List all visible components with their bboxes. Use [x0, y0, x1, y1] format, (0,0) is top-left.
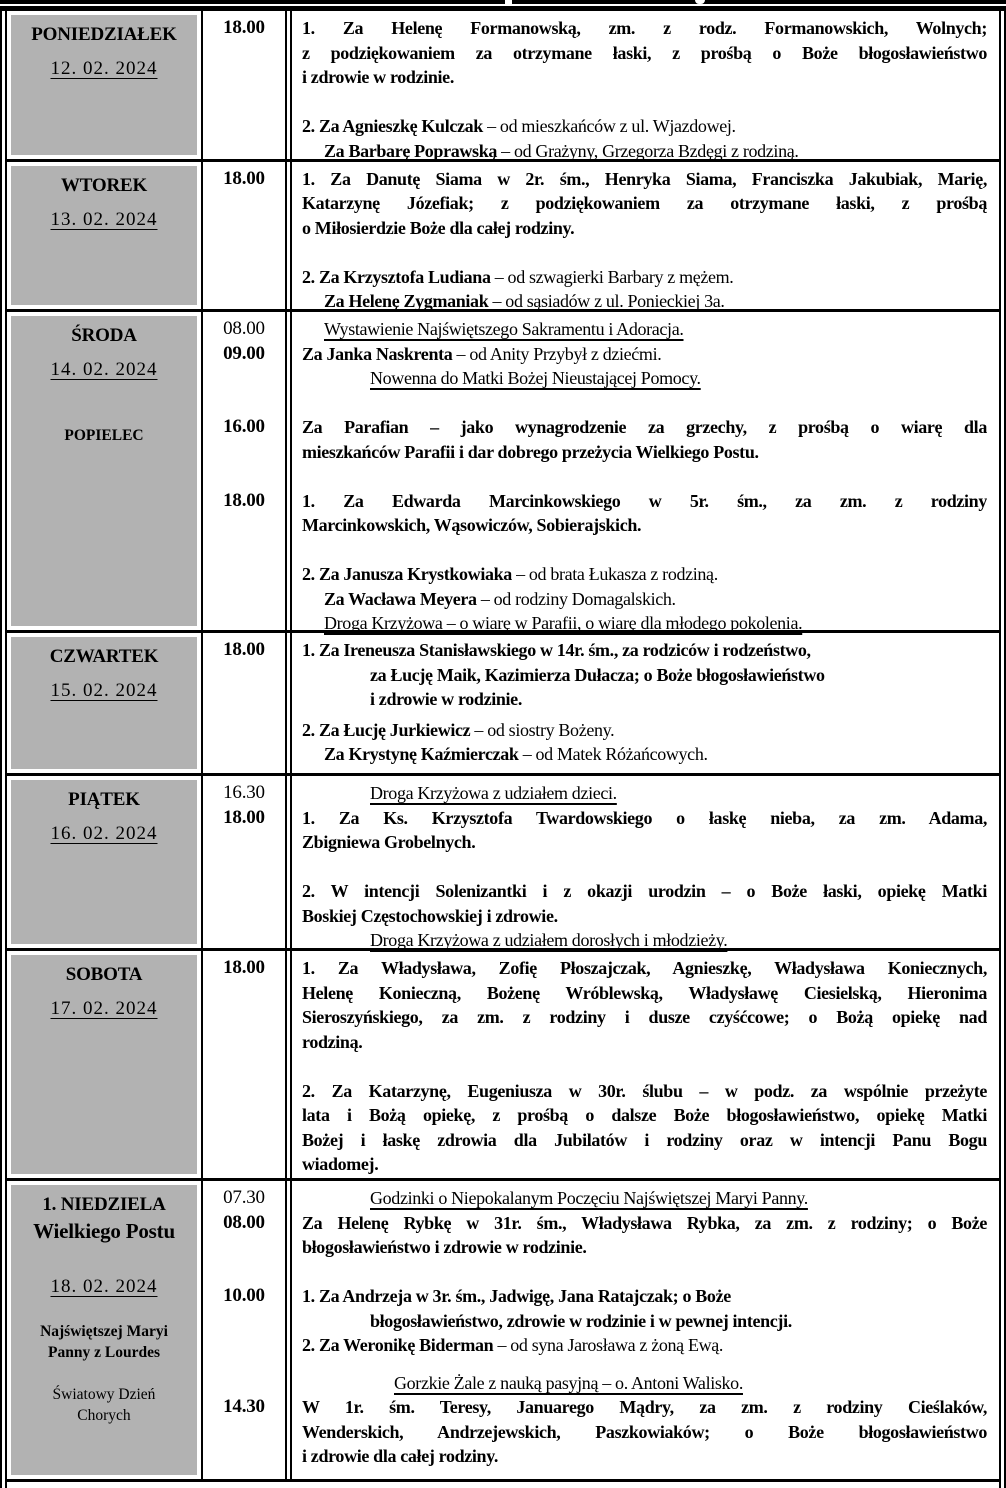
- day-title: PIĄTEK: [68, 789, 140, 811]
- intention-text: – od mieszkańców z ul. Wjazdowej.: [482, 116, 736, 136]
- intention-line: [302, 1284, 987, 1309]
- devotion-line: Droga Krzyżowa z udziałem dorosłych i młodzieży.: [370, 930, 728, 951]
- intention-line: [302, 587, 987, 612]
- time-cell: 18.00: [201, 464, 285, 636]
- schedule-row: [7, 1178, 999, 1479]
- intention-text: – od siostry Bożeny.: [470, 719, 615, 740]
- intention-text: Marcinkowskich, Wąsowiczów, Sobierajskich.: [302, 515, 642, 536]
- intention-text: 1. Za Ks. Krzysztofa Twardowskiego o łaskę nieba, za zm. Adama,: [302, 807, 987, 828]
- intention-line: [302, 65, 987, 90]
- day-spacer: [11, 1300, 197, 1321]
- intention-line: [302, 1030, 987, 1055]
- intention-line: [302, 265, 987, 290]
- row-segments: [201, 1181, 999, 1479]
- devotion-line: Droga Krzyżowa z udziałem dzieci.: [370, 783, 617, 804]
- day-feast-note: Najświętszej Maryi: [40, 1323, 168, 1341]
- day-title: Wielkiego Postu: [33, 1219, 175, 1244]
- intention-text: 2. W intencji Solenizantki i z okazji urodzin – o Boże łaski, opiekę Matki: [302, 881, 987, 902]
- schedule-row: [7, 773, 999, 951]
- intention-line: [302, 1444, 987, 1469]
- intention-text: – od Grażyny, Grzegorza Bzdęgi z rodziną.: [497, 140, 799, 161]
- intention-name: 2. Za Weronikę Biderman: [302, 1335, 494, 1356]
- intention-line: [302, 1395, 987, 1420]
- intention-text: i zdrowie dla całej rodziny.: [302, 1446, 499, 1467]
- intention-text: – od syna Jarosława z żoną Ewą.: [493, 1335, 724, 1356]
- row-segments: [201, 951, 999, 1178]
- intention-text: z podziękowaniem za otrzymane łaski, z prośbą o Boże błogosławieństwo: [302, 42, 987, 63]
- intention-line: [302, 513, 987, 538]
- service-segment: [201, 1358, 999, 1396]
- day-title: 1. NIEDZIELA: [42, 1194, 166, 1216]
- intentions-cell: [285, 776, 999, 806]
- spacer: [302, 1054, 987, 1079]
- row-segments: [201, 312, 999, 634]
- schedule-row: [7, 630, 999, 773]
- intention-text: – od Matek Różańcowych.: [518, 744, 708, 765]
- day-column: [7, 951, 201, 1178]
- top-border-band: [0, 0, 1006, 11]
- intention-line: [302, 1152, 987, 1177]
- intention-line: [302, 879, 987, 904]
- schedule-row: [7, 309, 999, 634]
- day-spacer: [11, 404, 197, 425]
- schedule-row: [7, 948, 999, 1178]
- intention-text: 2. Za Katarzynę, Eugeniusza w 30r. ślubu – w podz. za wspólnie przeżyte: [302, 1080, 987, 1101]
- time-cell: 18.00: [201, 11, 285, 163]
- intention-text: 1. Za Helenę Formanowską, zm. z rodz. Formanowskich, Wolnych;: [302, 18, 987, 38]
- time-cell: 16.00: [201, 391, 285, 465]
- day-spacer: [11, 1363, 197, 1384]
- intention-line: [302, 1211, 987, 1236]
- service-segment: [201, 1211, 999, 1260]
- intention-line: [302, 687, 987, 712]
- service-segment: [201, 312, 999, 342]
- intention-text: W 1r. śm. Teresy, Januarego Mądry, za zm. z rodziny Cieślaków,: [302, 1397, 987, 1418]
- intention-text: Za Parafian – jako wynagrodzenie za grzechy, z prośbą o wiarę dla: [302, 417, 987, 438]
- intention-line: [302, 981, 987, 1006]
- day-date: 15. 02. 2024: [50, 680, 158, 702]
- intention-name: Za Helenę Zygmaniak: [324, 291, 489, 312]
- devotion-line: Wystawienie Najświętszego Sakramentu i Adoracja.: [324, 319, 684, 340]
- intention-line: [302, 1103, 987, 1128]
- spacer: [302, 391, 987, 416]
- intention-text: Helenę Konieczną, Bożenę Wróblewską, Władysławę Ciesielską, Hieronima: [302, 982, 987, 1003]
- day-title: SOBOTA: [65, 964, 143, 986]
- day-column: [7, 633, 201, 773]
- intention-line: [302, 1333, 987, 1358]
- time-cell: 09.00: [201, 342, 285, 391]
- intention-text: Katarzynę Józefiak; z podziękowaniem za otrzymane łaski, z prośbą: [302, 193, 987, 214]
- intentions-cell: [285, 1395, 999, 1479]
- day-cell: [11, 166, 197, 306]
- devotion-line: Droga Krzyżowa – o wiarę w Parafii, o wiarę dla młodego pokolenia.: [324, 613, 803, 634]
- time-cell: [201, 1358, 285, 1396]
- spacer: [302, 538, 987, 563]
- intentions-cell: [285, 464, 999, 636]
- day-title: ŚRODA: [71, 325, 137, 347]
- time-cell: 16.30: [201, 776, 285, 806]
- intention-text: błogosławieństwo i zdrowie w rodzinie.: [302, 1237, 587, 1258]
- intention-line: [302, 904, 987, 929]
- intention-line: [302, 1420, 987, 1445]
- intention-text: błogosławieństwo, zdrowie w rodzinie i w pewnej intencji.: [370, 1310, 792, 1331]
- spacer: [302, 90, 987, 115]
- intention-text: mieszkańców Parafii i dar dobrego przeżycia Wielkiego Postu.: [302, 441, 759, 462]
- day-date: 16. 02. 2024: [50, 823, 158, 845]
- intention-line: [302, 562, 987, 587]
- intention-name: Za Barbarę Poprawską: [324, 140, 498, 161]
- top-band-column-gap: [505, 0, 512, 5]
- intention-name: Za Krystynę Kaźmierczak: [324, 744, 519, 765]
- day-date: 14. 02. 2024: [50, 359, 158, 381]
- intention-line: [302, 663, 987, 688]
- service-segment: [201, 464, 999, 636]
- schedule-row: [7, 11, 999, 159]
- bottom-border: [7, 1479, 999, 1488]
- intention-text: 1. Za Edwarda Marcinkowskiego w 5r. śm., za zm. z rodziny: [302, 490, 987, 511]
- time-cell: 18.00: [201, 806, 285, 953]
- intention-line: [302, 1128, 987, 1153]
- intention-line: [302, 342, 987, 367]
- intentions-cell: [285, 633, 999, 773]
- day-observance-note: Światowy Dzień: [52, 1386, 156, 1404]
- row-segments: [201, 776, 999, 951]
- day-column: [7, 312, 201, 630]
- intention-text: – od sąsiadów z ul. Ponieckiej 3a.: [488, 291, 725, 312]
- service-segment: [201, 1395, 999, 1479]
- day-feast-note: POPIELEC: [64, 427, 144, 445]
- intention-line: [302, 806, 987, 831]
- intention-line: [302, 956, 987, 981]
- time-cell: 07.30: [201, 1181, 285, 1211]
- time-cell: 08.00: [201, 312, 285, 342]
- day-title: WTOREK: [60, 174, 148, 196]
- day-title: PONIEDZIAŁEK: [31, 24, 177, 45]
- intention-name: Za Wacława Meyera: [324, 588, 477, 609]
- intention-text: – od Anity Przybył z dziećmi.: [452, 343, 662, 364]
- service-segment: [201, 806, 999, 953]
- intentions-cell: [285, 1260, 999, 1358]
- intention-line: [302, 1309, 987, 1334]
- intention-text: wiadomej.: [302, 1154, 379, 1175]
- intention-text: i zdrowie w rodzinie.: [370, 689, 522, 710]
- intentions-cell: [285, 1211, 999, 1260]
- day-column: [7, 776, 201, 948]
- intention-name: 2. Za Janusza Krystkowiaka: [302, 564, 512, 585]
- intention-line: [302, 830, 987, 855]
- intention-name: 2. Za Łucję Jurkiewicz: [302, 719, 471, 740]
- intentions-cell: [285, 806, 999, 953]
- intentions-cell: [285, 11, 999, 163]
- spacer: [302, 1358, 987, 1371]
- intention-text: Sieroszyńskiego, za zm. z rodziny i dusze czyśćcowe; o Bożą opiekę nad: [302, 1007, 987, 1028]
- intention-line: [302, 415, 987, 440]
- intention-name: 2. Za Krzysztofa Ludiana: [302, 266, 491, 287]
- intentions-cell: [285, 162, 999, 314]
- day-cell: [11, 1185, 197, 1475]
- devotion-line: Nowenna do Matki Bożej Nieustającej Pomocy.: [370, 368, 701, 389]
- day-cell: [11, 637, 197, 769]
- spacer: [302, 464, 987, 489]
- time-cell: 18.00: [201, 951, 285, 1178]
- intention-text: Zbigniewa Grobelnych.: [302, 832, 476, 853]
- service-segment: [201, 776, 999, 806]
- intention-line: [302, 742, 987, 767]
- intention-text: za Łucję Maik, Kazimierza Dułacza; o Boże błogosławieństwo: [370, 664, 825, 685]
- intention-line: [302, 440, 987, 465]
- row-segments: [201, 162, 999, 310]
- schedule-row: [7, 159, 999, 310]
- intention-text: i zdrowie w rodzinie.: [302, 67, 454, 87]
- time-cell: 18.00: [201, 162, 285, 314]
- intention-line: [302, 41, 987, 66]
- day-date: 12. 02. 2024: [50, 58, 158, 79]
- intentions-cell: [285, 391, 999, 465]
- intention-text: lata i Bożą opiekę, z prośbą o dalsze Boże błogosławieństwo, opiekę Matki: [302, 1105, 987, 1126]
- row-segments: [201, 11, 999, 159]
- intention-text: Za Helenę Rybkę w 31r. śm., Władysława Rybka, za zm. z rodziny; o Boże: [302, 1212, 987, 1233]
- day-cell: [11, 780, 197, 944]
- day-date: 13. 02. 2024: [50, 208, 158, 230]
- mass-intentions-table: [0, 11, 1006, 1488]
- spacer: [302, 240, 987, 265]
- time-cell: 08.00: [201, 1211, 285, 1260]
- intention-line: [302, 167, 987, 192]
- intention-text: o Miłosierdzie Boże dla całej rodziny.: [302, 217, 575, 238]
- day-spacer: [11, 1245, 197, 1266]
- intention-text: 1. Za Danutę Siama w 2r. śm., Henryka Siama, Franciszka Jakubiak, Marię,: [302, 168, 987, 189]
- devotion-line: Gorzkie Żale z nauką pasyjną – o. Antoni Walisko.: [394, 1372, 743, 1393]
- day-cell: [11, 15, 197, 155]
- service-segment: [201, 391, 999, 465]
- day-date: 17. 02. 2024: [50, 998, 158, 1020]
- intention-text: 1. Za Władysława, Zofię Płoszajczak, Agnieszkę, Władysława Koniecznych,: [302, 958, 987, 979]
- day-spacer: [11, 383, 197, 404]
- intentions-cell: [285, 342, 999, 391]
- spacer: [302, 855, 987, 880]
- day-feast-note: Panny z Lourdes: [48, 1344, 160, 1362]
- intention-text: rodziną.: [302, 1031, 363, 1052]
- intention-line: [302, 718, 987, 743]
- day-title: CZWARTEK: [49, 646, 159, 668]
- day-column: [7, 11, 201, 159]
- intentions-cell: [285, 951, 999, 1178]
- intention-line: [302, 1005, 987, 1030]
- intentions-cell: [285, 1181, 999, 1211]
- intention-line: [302, 489, 987, 514]
- service-segment: [201, 11, 999, 163]
- intention-line: [302, 1079, 987, 1104]
- intention-line: [302, 16, 987, 41]
- intention-text: Boskiej Częstochowskiej i zdrowie.: [302, 905, 558, 926]
- intention-line: [302, 191, 987, 216]
- day-date: 18. 02. 2024: [50, 1276, 158, 1298]
- intention-line: [302, 216, 987, 241]
- intention-text: – od brata Łukasza z rodziną.: [511, 564, 718, 585]
- intention-text: – od szwagierki Barbary z mężem.: [490, 266, 734, 287]
- service-segment: [201, 1260, 999, 1358]
- intention-line: [302, 1235, 987, 1260]
- spacer: [302, 1260, 987, 1285]
- intentions-cell: [285, 1358, 999, 1396]
- intention-line: [302, 114, 987, 139]
- day-cell: [11, 316, 197, 626]
- intention-name: Za Janka Naskrenta: [302, 343, 453, 364]
- day-column: [7, 1181, 201, 1479]
- intention-text: 1. Za Andrzeja w 3r. śm., Jadwigę, Jana Ratajczak; o Boże: [302, 1286, 731, 1307]
- intention-text: 1. Za Ireneusza Stanisławskiego w 14r. śm., za rodziców i rodzeństwo,: [302, 640, 811, 661]
- day-column: [7, 162, 201, 310]
- intentions-cell: [285, 312, 999, 342]
- intention-name: 2. Za Agnieszkę Kulczak: [302, 116, 483, 136]
- service-segment: [201, 951, 999, 1178]
- devotion-line: Godzinki o Niepokalanym Poczęciu Najświętszej Maryi Panny.: [370, 1188, 808, 1209]
- service-segment: [201, 633, 999, 773]
- intention-text: Bożej i łaskę zdrowia dla Jubilatów i rodziny oraz w intencji Panu Bogu: [302, 1129, 987, 1150]
- row-segments: [201, 633, 999, 773]
- day-cell: [11, 955, 197, 1174]
- time-cell: 18.00: [201, 633, 285, 773]
- service-segment: [201, 162, 999, 314]
- time-cell: 14.30: [201, 1395, 285, 1479]
- service-segment: [201, 1181, 999, 1211]
- intention-line: [302, 638, 987, 663]
- time-cell: 10.00: [201, 1260, 285, 1358]
- intention-text: Wenderskich, Andrzejewskich, Paszkowiaków; o Boże błogosławieństwo: [302, 1421, 987, 1442]
- intention-text: – od rodziny Domagalskich.: [476, 588, 676, 609]
- service-segment: [201, 342, 999, 391]
- day-observance-note: Chorych: [77, 1407, 131, 1425]
